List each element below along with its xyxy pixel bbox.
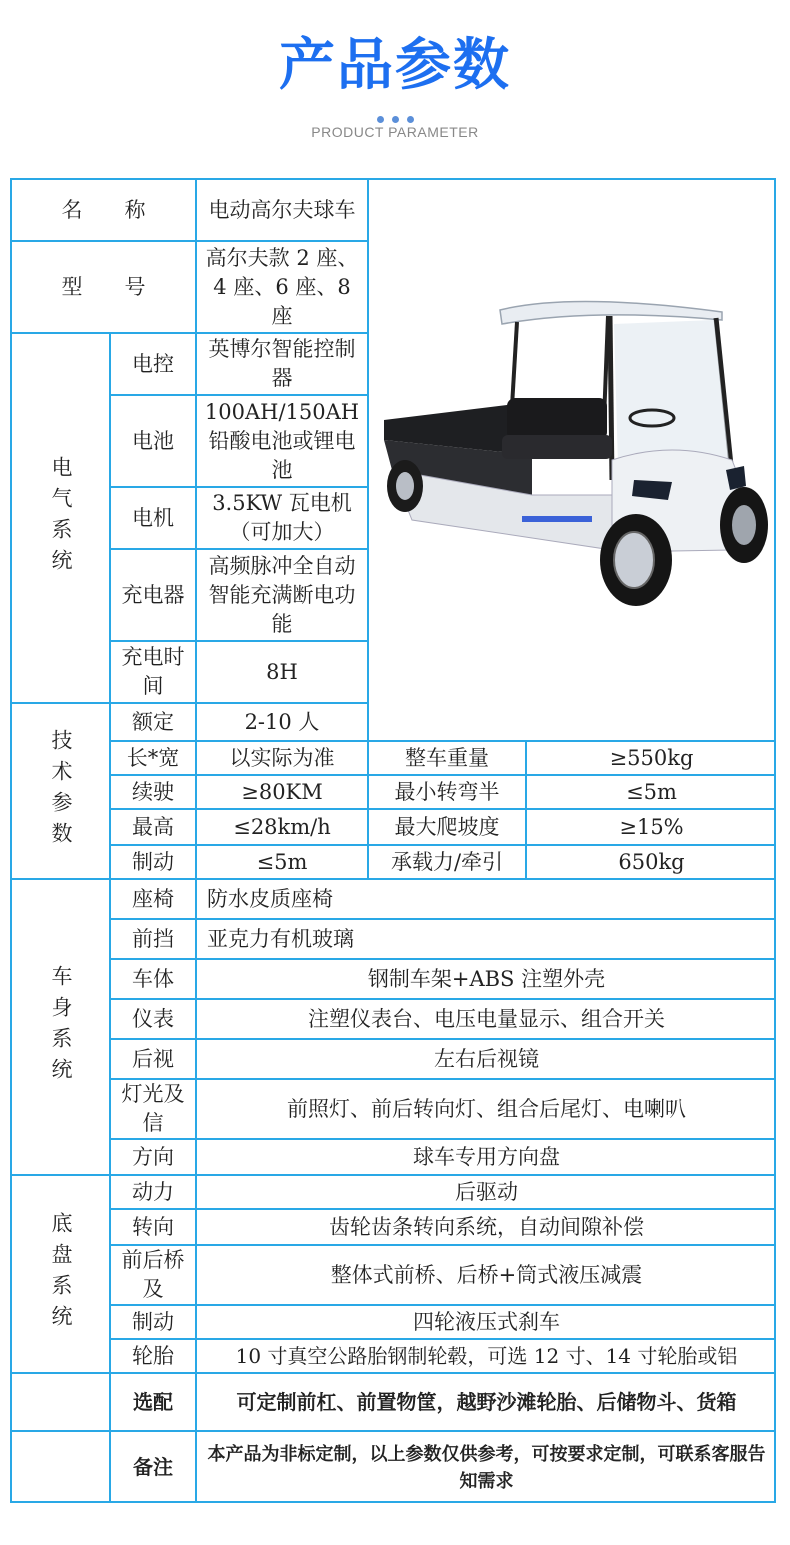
tech-params-label: 技术参数 bbox=[49, 729, 73, 853]
name-value: 电动高尔夫球车 bbox=[208, 197, 356, 222]
mirror-value: 左右后视镜 bbox=[434, 1046, 539, 1071]
load-label: 承载力/牵引 bbox=[390, 849, 504, 874]
dot-icon bbox=[377, 116, 384, 123]
frame-label: 车体 bbox=[132, 966, 174, 991]
climb-label: 最大爬坡度 bbox=[394, 814, 500, 839]
charge-time-label: 充电时间 bbox=[121, 645, 185, 698]
page-subtitle: PRODUCT PARAMETER bbox=[311, 124, 479, 140]
lights-value: 前照灯、前后转向灯、组合后尾灯、电喇叭 bbox=[287, 1096, 686, 1121]
power-label: 动力 bbox=[132, 1179, 174, 1204]
battery-value: 100AH/150AH 铅酸电池或锂电池 bbox=[204, 399, 360, 482]
windshield-value: 亚克力有机玻璃 bbox=[207, 926, 354, 951]
rated-value: 2-10 人 bbox=[244, 709, 320, 734]
size-value: 以实际为准 bbox=[229, 745, 335, 770]
seat-value: 防水皮质座椅 bbox=[207, 886, 333, 911]
steering-value: 齿轮齿条转向系统，自动间隙补偿 bbox=[329, 1214, 644, 1239]
brake-distance-label: 制动 bbox=[132, 849, 174, 874]
range-label: 续驶 bbox=[132, 779, 174, 804]
battery-label: 电池 bbox=[132, 428, 174, 453]
model-value: 高尔夫款 2 座、4 座、6 座、8 座 bbox=[205, 245, 359, 328]
page-title: 产品参数 bbox=[279, 33, 511, 98]
axle-value: 整体式前桥、后桥+筒式液压减震 bbox=[330, 1262, 643, 1287]
controller-value: 英博尔智能控制器 bbox=[208, 337, 356, 390]
load-value: 650kg bbox=[618, 849, 685, 874]
lights-label: 灯光及信 bbox=[121, 1082, 185, 1135]
steer-value: 球车专用方向盘 bbox=[413, 1144, 560, 1169]
options-label: 选配 bbox=[133, 1389, 173, 1414]
weight-value: ≥550kg bbox=[609, 745, 694, 770]
range-value: ≥80KM bbox=[241, 779, 323, 804]
dot-icon bbox=[392, 116, 399, 123]
braking-value: 四轮液压式刹车 bbox=[413, 1309, 560, 1334]
options-value: 可定制前杠、前置物筐，越野沙滩轮胎、后储物斗、货箱 bbox=[236, 1389, 737, 1414]
steer-label: 方向 bbox=[132, 1144, 174, 1169]
weight-label: 整车重量 bbox=[405, 745, 489, 770]
dot-icon bbox=[407, 116, 414, 123]
mirror-label: 后视 bbox=[132, 1046, 174, 1071]
rated-label: 额定 bbox=[132, 709, 174, 734]
speed-value: ≤28km/h bbox=[233, 814, 331, 839]
climb-value: ≥15% bbox=[619, 814, 684, 839]
motor-label: 电机 bbox=[132, 505, 174, 530]
tire-label: 轮胎 bbox=[132, 1343, 174, 1368]
size-label: 长*宽 bbox=[126, 745, 180, 770]
charger-value: 高频脉冲全自动智能充满断电功能 bbox=[208, 553, 356, 636]
controller-label: 电控 bbox=[132, 351, 174, 376]
notes-value: 本产品为非标定制，以上参数仅供参考，可按要求定制，可联系客服告知需求 bbox=[207, 1443, 766, 1492]
tire-value: 10 寸真空公路胎钢制轮毂，可选 12 寸、14 寸轮胎或铝 bbox=[235, 1343, 738, 1368]
speed-label: 最高 bbox=[132, 814, 174, 839]
dash-value: 注塑仪表台、电压电量显示、组合开关 bbox=[308, 1006, 665, 1031]
charge-time-value: 8H bbox=[266, 659, 298, 684]
axle-label: 前后桥及 bbox=[121, 1248, 185, 1301]
braking-label: 制动 bbox=[132, 1309, 174, 1334]
charger-label: 充电器 bbox=[121, 582, 185, 607]
windshield-label: 前挡 bbox=[132, 926, 174, 951]
brake-distance-value: ≤5m bbox=[256, 849, 308, 874]
frame-value: 钢制车架+ABS 注塑外壳 bbox=[367, 966, 606, 991]
turn-radius-value: ≤5m bbox=[626, 779, 677, 804]
dash-label: 仪表 bbox=[132, 1006, 174, 1031]
steering-label: 转向 bbox=[132, 1214, 174, 1239]
chassis-system-label: 底盘系统 bbox=[49, 1212, 73, 1336]
electric-system-label: 电气系统 bbox=[49, 456, 73, 580]
name-label: 名 称 bbox=[61, 197, 146, 222]
body-system-label: 车身系统 bbox=[49, 965, 73, 1089]
motor-value: 3.5KW 瓦电机（可加大） bbox=[212, 491, 352, 544]
power-value: 后驱动 bbox=[455, 1179, 518, 1204]
turn-radius-label: 最小转弯半 bbox=[394, 779, 500, 804]
seat-label: 座椅 bbox=[132, 886, 174, 911]
golf-cart-image bbox=[372, 290, 772, 620]
notes-label: 备注 bbox=[133, 1455, 173, 1479]
model-label: 型 号 bbox=[61, 274, 146, 299]
